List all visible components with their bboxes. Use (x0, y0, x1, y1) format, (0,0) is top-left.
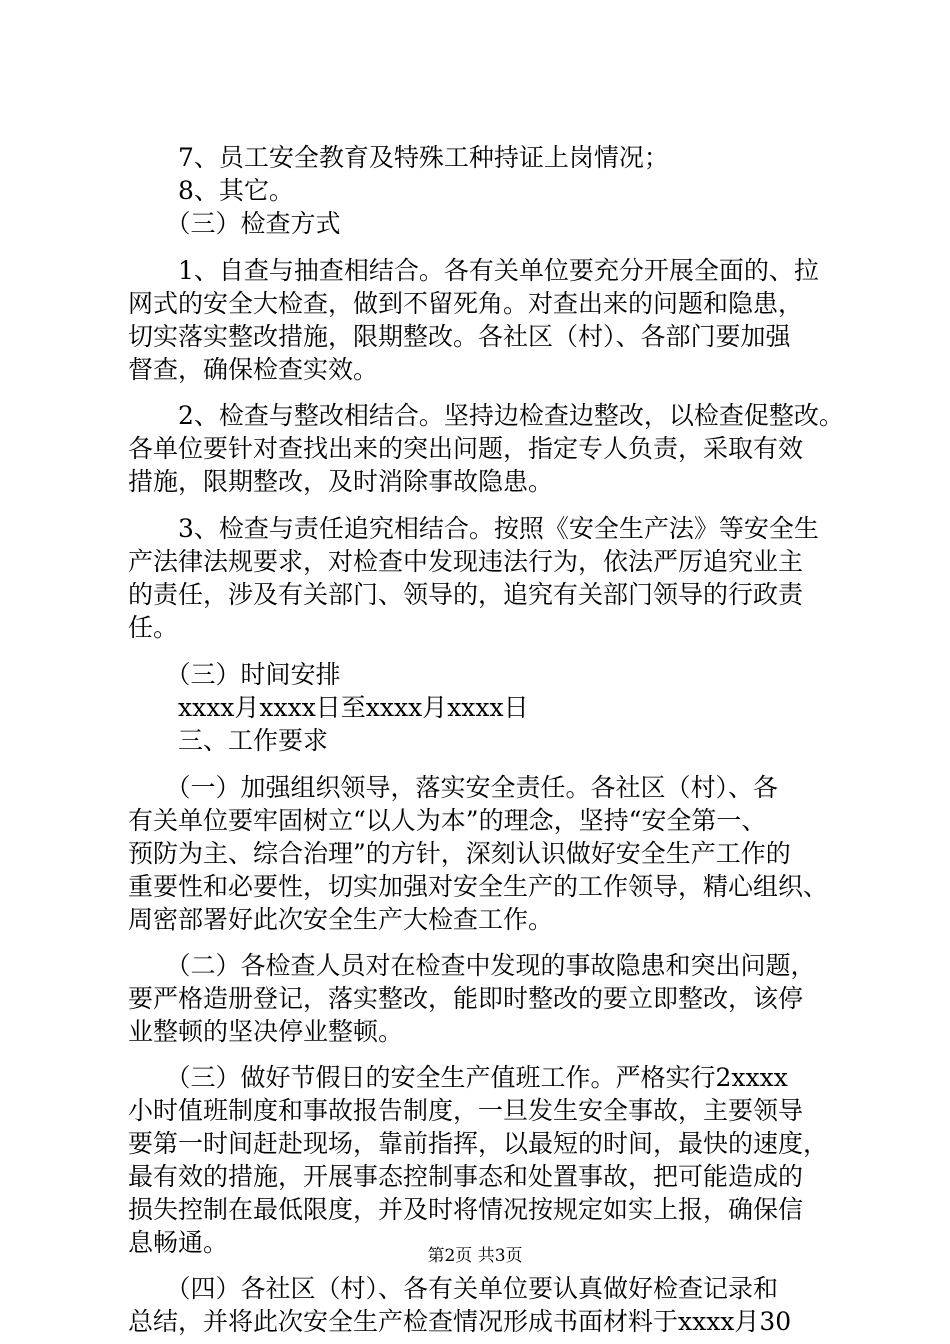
text-line-28: 要第一时间赶赴现场，靠前指挥，以最短的时间，最快的速度， (128, 1129, 829, 1158)
text-line-32: （四）各社区（村）、各有关单位要认真做好检查记录和 (128, 1274, 779, 1303)
text-line-23: （二）各检查人员对在检查中发现的事故隐患和突出问题， (128, 951, 816, 980)
text-line-12: 产法律法规要求，对检查中发现违法行为，依法严厉追究业主 (128, 547, 804, 576)
text-line-16: xxxx月xxxx日至xxxx月xxxx日 (128, 693, 529, 722)
text-line-22: 周密部署好此次安全生产大检查工作。 (128, 905, 554, 934)
text-line-31: 息畅通。 (128, 1228, 229, 1257)
text-line-11: 3、检查与责任追究相结合。按照《安全生产法》等安全生 (128, 514, 819, 543)
text-line-13: 的责任，涉及有关部门、领导的，追究有关部门领导的行政责 (128, 580, 804, 609)
text-line-21: 重要性和必要性，切实加强对安全生产的工作领导，精心组织、 (128, 872, 829, 901)
text-line-24: 要严格造册登记，落实整改，能即时整改的要立即整改，该停 (128, 984, 804, 1013)
text-line-4: 1、自查与抽查相结合。各有关单位要充分开展全面的、拉 (128, 256, 819, 285)
text-line-1: 7、员工安全教育及特殊工种持证上岗情况； (128, 143, 669, 172)
text-line-33: 总结，并将此次安全生产检查情况形成书面材料于xxxx月30 (128, 1307, 792, 1336)
text-line-6: 切实落实整改措施，限期整改。各社区（村）、各部门要加强 (128, 322, 791, 351)
text-line-10: 措施，限期整改，及时消除事故隐患。 (128, 467, 554, 496)
text-line-3: （三）检查方式 (128, 209, 341, 238)
text-line-2: 8、其它。 (128, 176, 294, 205)
text-line-7: 督查，确保检查实效。 (128, 355, 379, 384)
page-number-footer: 第2页 共3页 (427, 1246, 523, 1266)
text-line-30: 损失控制在最低限度，并及时将情况按规定如实上报，确保信 (128, 1195, 804, 1224)
text-line-26: （三）做好节假日的安全生产值班工作。严格实行2xxxx (128, 1063, 788, 1092)
text-line-5: 网式的安全大检查，做到不留死角。对查出来的问题和隐患， (128, 289, 804, 318)
text-line-29: 最有效的措施，开展事态控制事态和处置事故，把可能造成的 (128, 1162, 804, 1191)
text-line-14: 任。 (128, 613, 179, 642)
text-line-20: 预防为主、综合治理”的方针，深刻认识做好安全生产工作的 (128, 839, 791, 868)
text-line-15: （三）时间安排 (128, 660, 341, 689)
text-line-19: 有关单位要牢固树立“以人为本”的理念，坚持“安全第一、 (128, 806, 767, 835)
text-line-25: 业整顿的坚决停业整顿。 (128, 1017, 404, 1046)
text-line-18: （一）加强组织领导，落实安全责任。各社区（村）、各 (128, 773, 779, 802)
text-line-17: 三、工作要求 (128, 726, 329, 755)
text-line-8: 2、检查与整改相结合。坚持边检查边整改，以检查促整改。 (128, 401, 844, 430)
text-line-9: 各单位要针对查找出来的突出问题，指定专人负责，采取有效 (128, 434, 804, 463)
text-line-27: 小时值班制度和事故报告制度，一旦发生安全事故，主要领导 (128, 1096, 804, 1125)
